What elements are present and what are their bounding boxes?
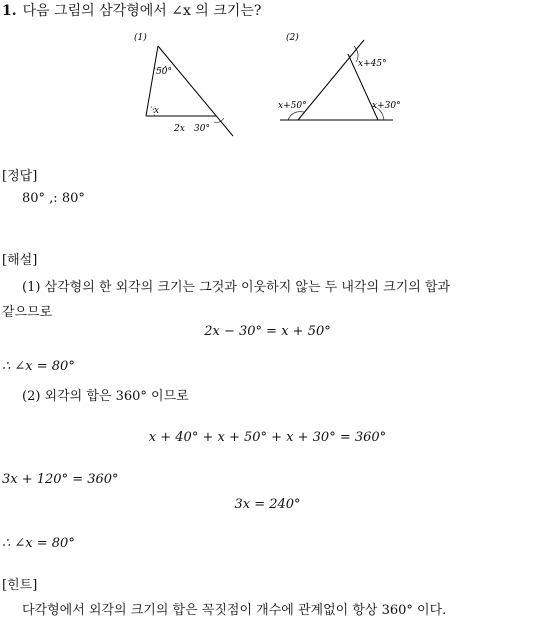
result-2: ∴ ∠x = 80° xyxy=(2,536,75,551)
fig1-angle-bottom: 2x xyxy=(174,124,185,134)
explanation-part2: (2) 외각의 합은 360° 이므로 xyxy=(22,389,189,404)
hint-header: [힌트] xyxy=(2,578,38,593)
answer-header: [정답] xyxy=(2,169,38,184)
fig2-angle-left: x+50° xyxy=(278,101,307,111)
fig1-angle-left: x xyxy=(154,106,160,116)
triangle-figures-svg xyxy=(128,28,408,138)
explanation-part1-line1: (1) 삼각형의 한 외각의 크기는 그것과 이웃하지 않는 두 내각의 크기의 합과 xyxy=(22,280,451,295)
question-number: 1. xyxy=(2,3,17,19)
fig2-angle-top: x+45° xyxy=(358,59,387,69)
explanation-header: [해설] xyxy=(2,253,38,268)
fig2-label: (2) xyxy=(286,33,299,43)
equation-4: 3x = 240° xyxy=(234,497,301,512)
fig1-right-side-extended xyxy=(158,46,233,136)
fig1-angle-right: 30° xyxy=(194,124,210,134)
question-text: 다음 그림의 삼각형에서 ∠x 의 크기는? xyxy=(22,3,262,19)
answer-text: 80° ,: 80° xyxy=(22,191,85,206)
equation-1: 2x − 30° = x + 50° xyxy=(204,324,331,339)
fig1-label: (1) xyxy=(134,33,147,43)
fig1-angle-top: 50° xyxy=(156,67,172,77)
result-1: ∴ ∠x = 80° xyxy=(2,359,75,374)
explanation-part1-line2: 같으므로 xyxy=(2,305,53,320)
fig2-angle-right: x+30° xyxy=(372,101,401,111)
fig2-left-side-extended xyxy=(298,40,364,120)
hint-text: 다각형에서 외각의 크기의 합은 꼭짓점이 개수에 관계없이 항상 360° 이다. xyxy=(22,603,447,618)
equation-2: x + 40° + x + 50° + x + 30° = 360° xyxy=(148,430,387,445)
triangle-figures xyxy=(128,28,408,142)
question-line xyxy=(2,0,261,20)
equation-3: 3x + 120° = 360° xyxy=(2,472,119,487)
